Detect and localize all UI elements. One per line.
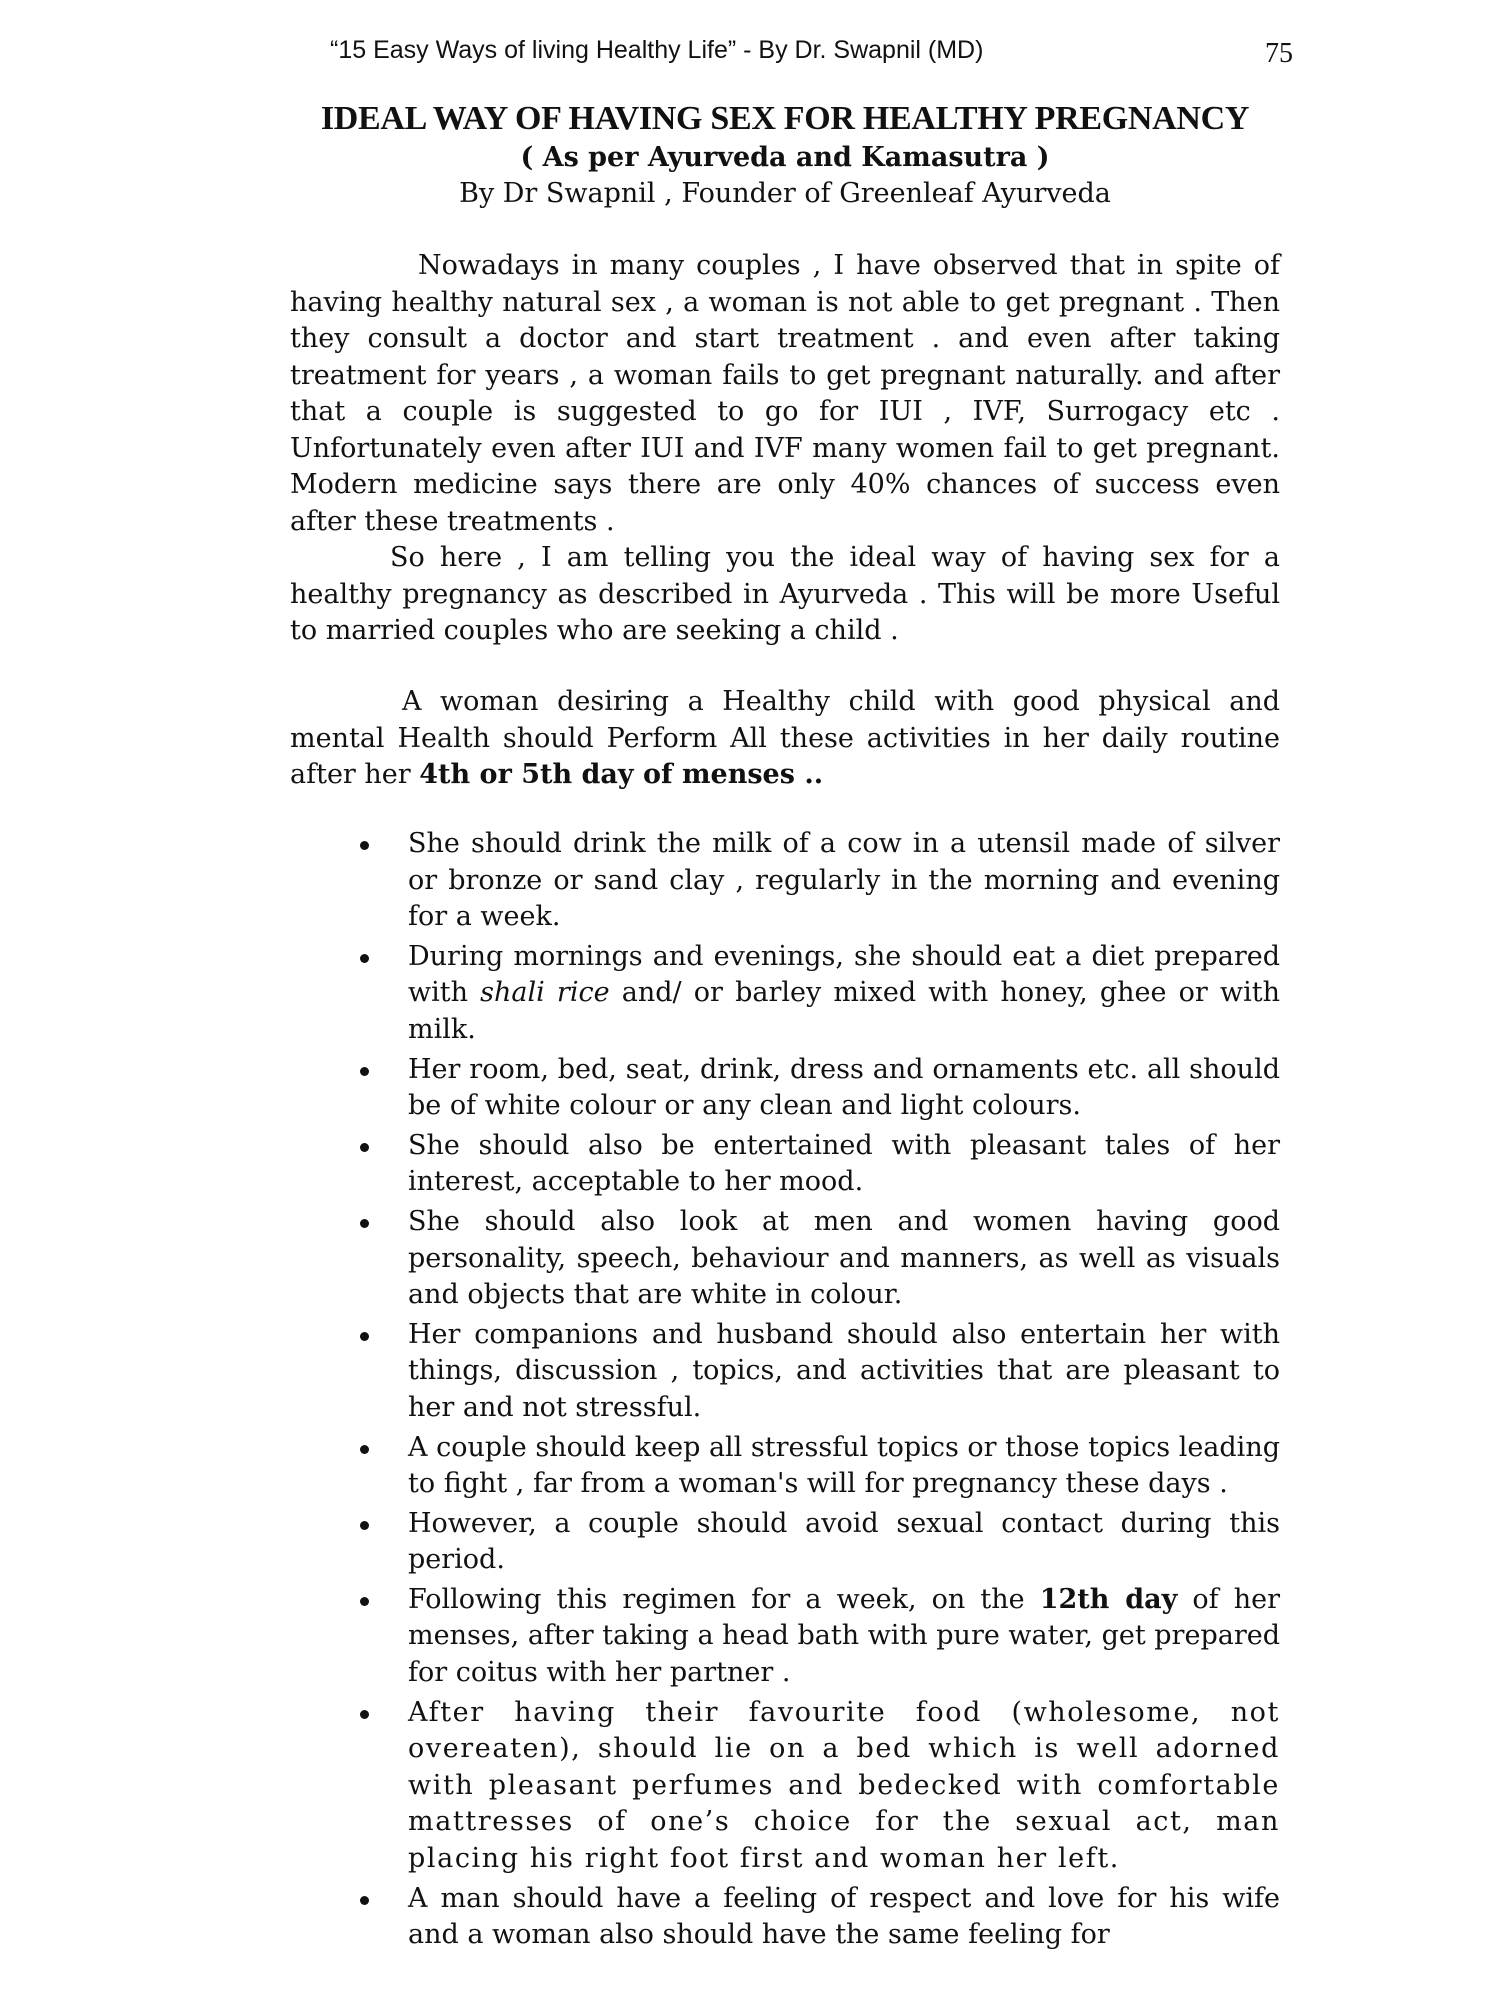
list-item <box>290 1582 1280 1692</box>
bullet-icon <box>360 1521 369 1530</box>
list-item-text: However, a couple should avoid sexual contact during this period. <box>408 1507 1280 1576</box>
paragraph-intro <box>290 248 1280 540</box>
list-item-text: A couple should keep all stressful topics or those topics leading to fight , far from a woman's will for pregnancy these days . <box>408 1431 1280 1500</box>
list-item-text: Following this regimen for a week, on the <box>408 1583 1040 1615</box>
list-item-text: Her companions and husband should also entertain her with things, discussion , topics, and activities that are pleasant to her and not stressful. <box>408 1318 1280 1423</box>
list-item <box>290 1317 1280 1427</box>
list-item-text: During mornings and evenings, she should eat a diet prepared with <box>408 940 1280 1009</box>
bullet-icon <box>360 1143 369 1152</box>
article-subtitle: ( As per Ayurveda and Kamasutra ) <box>520 142 1050 173</box>
bullet-icon <box>360 841 369 850</box>
list-item-text: She should also look at men and women having good personality, speech, behaviour and manners, as well as visuals and objects that are white in colour. <box>408 1205 1280 1311</box>
page-number: 75 <box>1265 38 1293 69</box>
paragraph-intro-text: Nowadays in many couples , I have observed that in spite of having healthy natural sex , a woman is not able to get pregnant . Then they consult a doctor and start treatment . and even after taking treatment for years , a woman fails to get pregnant naturally. and after that a couple is suggested to go for IUI , IVF, Surrogacy etc . Unfortunately even after IUI and IVF many women fail to get pregnant. Modern medicine says there are only 40% chances of success even after these treatments . <box>290 250 1280 537</box>
list-item <box>290 1128 1280 1201</box>
list-item <box>290 1204 1280 1314</box>
list-item-bold: 12th day <box>1039 1583 1178 1615</box>
running-title: “15 Easy Ways of living Healthy Life” - By Dr. Swapnil (MD) <box>330 36 984 64</box>
regimen-list <box>290 826 1280 1957</box>
list-item-text: After having their favourite food (wholesome, not overeaten), should lie on a bed which is well adorned with pleasant perfumes and bedecked with comfortable mattresses of one’s choice for the sexual act, man placing his right foot first and woman her left. <box>408 1696 1280 1875</box>
list-item <box>290 939 1280 1049</box>
article-byline: By Dr Swapnil , Founder of Greenleaf Ayurveda <box>459 178 1111 209</box>
list-item-text: She should drink the milk of a cow in a utensil made of silver or bronze or sand clay , regularly in the morning and evening for a week. <box>408 828 1280 933</box>
bullet-icon <box>360 954 369 963</box>
list-item <box>290 1430 1280 1503</box>
paragraph-routine-text: A woman desiring a Healthy child with good physical and mental Health should Perform All these activities in her daily routine after her <box>290 686 1280 790</box>
list-item <box>290 1881 1280 1954</box>
list-item-text: Her room, bed, seat, drink, dress and ornaments etc. all should be of white colour or any clean and light colours. <box>408 1053 1280 1122</box>
paragraph-routine-bold: 4th or 5th day of menses .. <box>419 759 824 790</box>
list-item-text: and/ or barley mixed with honey, ghee or with milk. <box>408 977 1280 1045</box>
list-item-text: A man should have a feeling of respect and love for his wife and a woman also should have the same feeling for <box>408 1882 1280 1951</box>
running-header <box>330 36 1293 76</box>
bullet-icon <box>360 1219 369 1228</box>
list-item <box>290 1695 1280 1878</box>
bullet-icon <box>360 1067 369 1076</box>
list-item <box>290 826 1280 936</box>
paragraph-purpose <box>290 540 1280 650</box>
paragraph-routine <box>290 684 1280 794</box>
bullet-icon <box>360 1332 369 1341</box>
document-page <box>290 0 1293 2000</box>
list-item-text: of her menses, after taking a head bath with pure water, get prepared for coitus with her partner . <box>408 1583 1280 1689</box>
list-item <box>290 1052 1280 1125</box>
bullet-icon <box>360 1445 369 1454</box>
article-title: IDEAL WAY OF HAVING SEX FOR HEALTHY PREGNANCY <box>320 100 1250 137</box>
list-item-italic: shali rice <box>480 977 610 1009</box>
bullet-icon <box>360 1597 369 1606</box>
paragraph-purpose-text: So here , I am telling you the ideal way of having sex for a healthy pregnancy as described in Ayurveda . This will be more Useful to married couples who are seeking a child . <box>290 542 1280 646</box>
bullet-icon <box>360 1896 369 1905</box>
list-item-text: She should also be entertained with pleasant tales of her interest, acceptable to her mood. <box>408 1129 1280 1198</box>
bullet-icon <box>360 1710 369 1719</box>
list-item <box>290 1506 1280 1579</box>
